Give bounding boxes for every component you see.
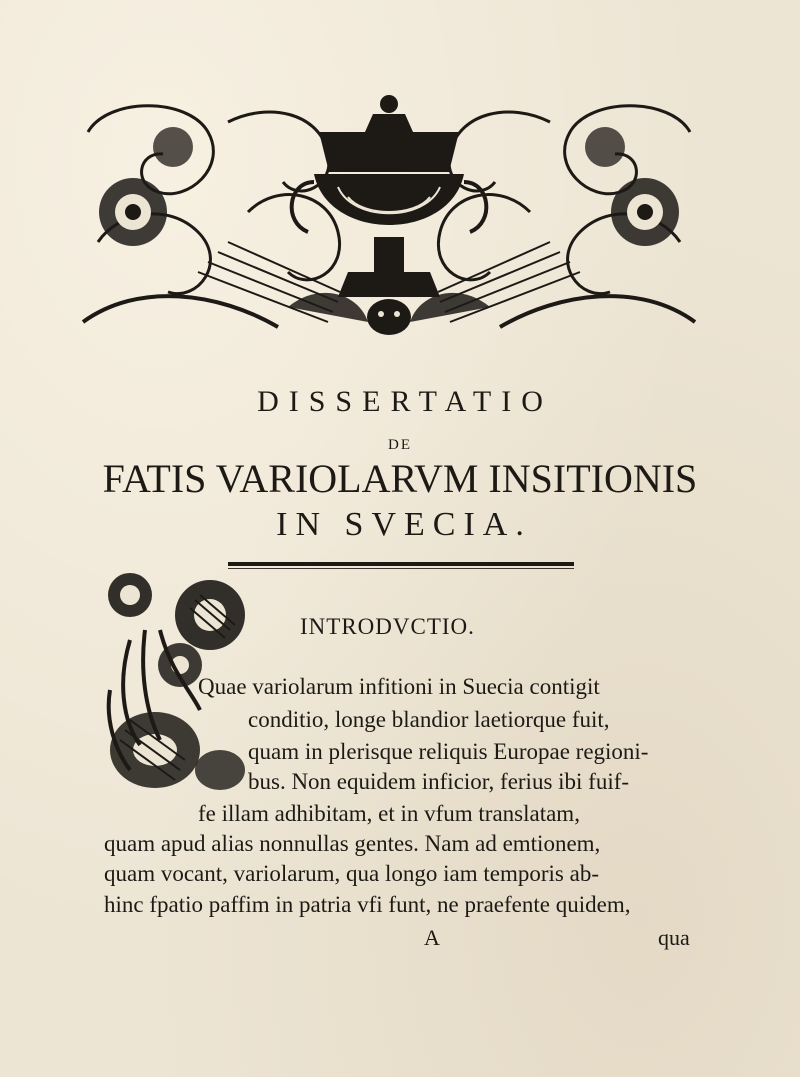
body-line: quam in plerisque reliquis Europae regioni- bbox=[248, 739, 649, 764]
floral-urn-headpiece-icon bbox=[78, 92, 700, 340]
headpiece-ornament bbox=[78, 92, 700, 340]
title-main: DISSERTATIO bbox=[257, 385, 553, 418]
body-line: Quae variolarum infitioni in Suecia contigit bbox=[198, 674, 600, 699]
signature-mark: A bbox=[424, 925, 440, 950]
body-line: bus. Non equidem inficior, ferius ibi fuif- bbox=[248, 769, 630, 794]
title-de: DE bbox=[388, 437, 412, 453]
title-rule bbox=[228, 562, 574, 566]
body-line: quam apud alias nonnullas gentes. Nam ad emtionem, bbox=[104, 831, 601, 856]
catchword: qua bbox=[658, 925, 690, 950]
body-line: hinc fpatio paffim in patria vfi funt, ne praefente quidem, bbox=[104, 892, 631, 917]
body-line: quam vocant, variolarum, qua longo iam temporis ab- bbox=[104, 861, 600, 886]
title-line-2: IN SVECIA. bbox=[276, 506, 532, 543]
body-line: fe illam adhibitam, et in vfum translatam, bbox=[198, 801, 580, 826]
title-line-1: FATIS VARIOLARVM INSITIONIS bbox=[102, 456, 698, 501]
body-line: conditio, longe blandior laetiorque fuit, bbox=[248, 707, 610, 732]
section-heading: INTRODVCTIO. bbox=[300, 614, 475, 639]
title-rule-thin bbox=[228, 568, 574, 569]
